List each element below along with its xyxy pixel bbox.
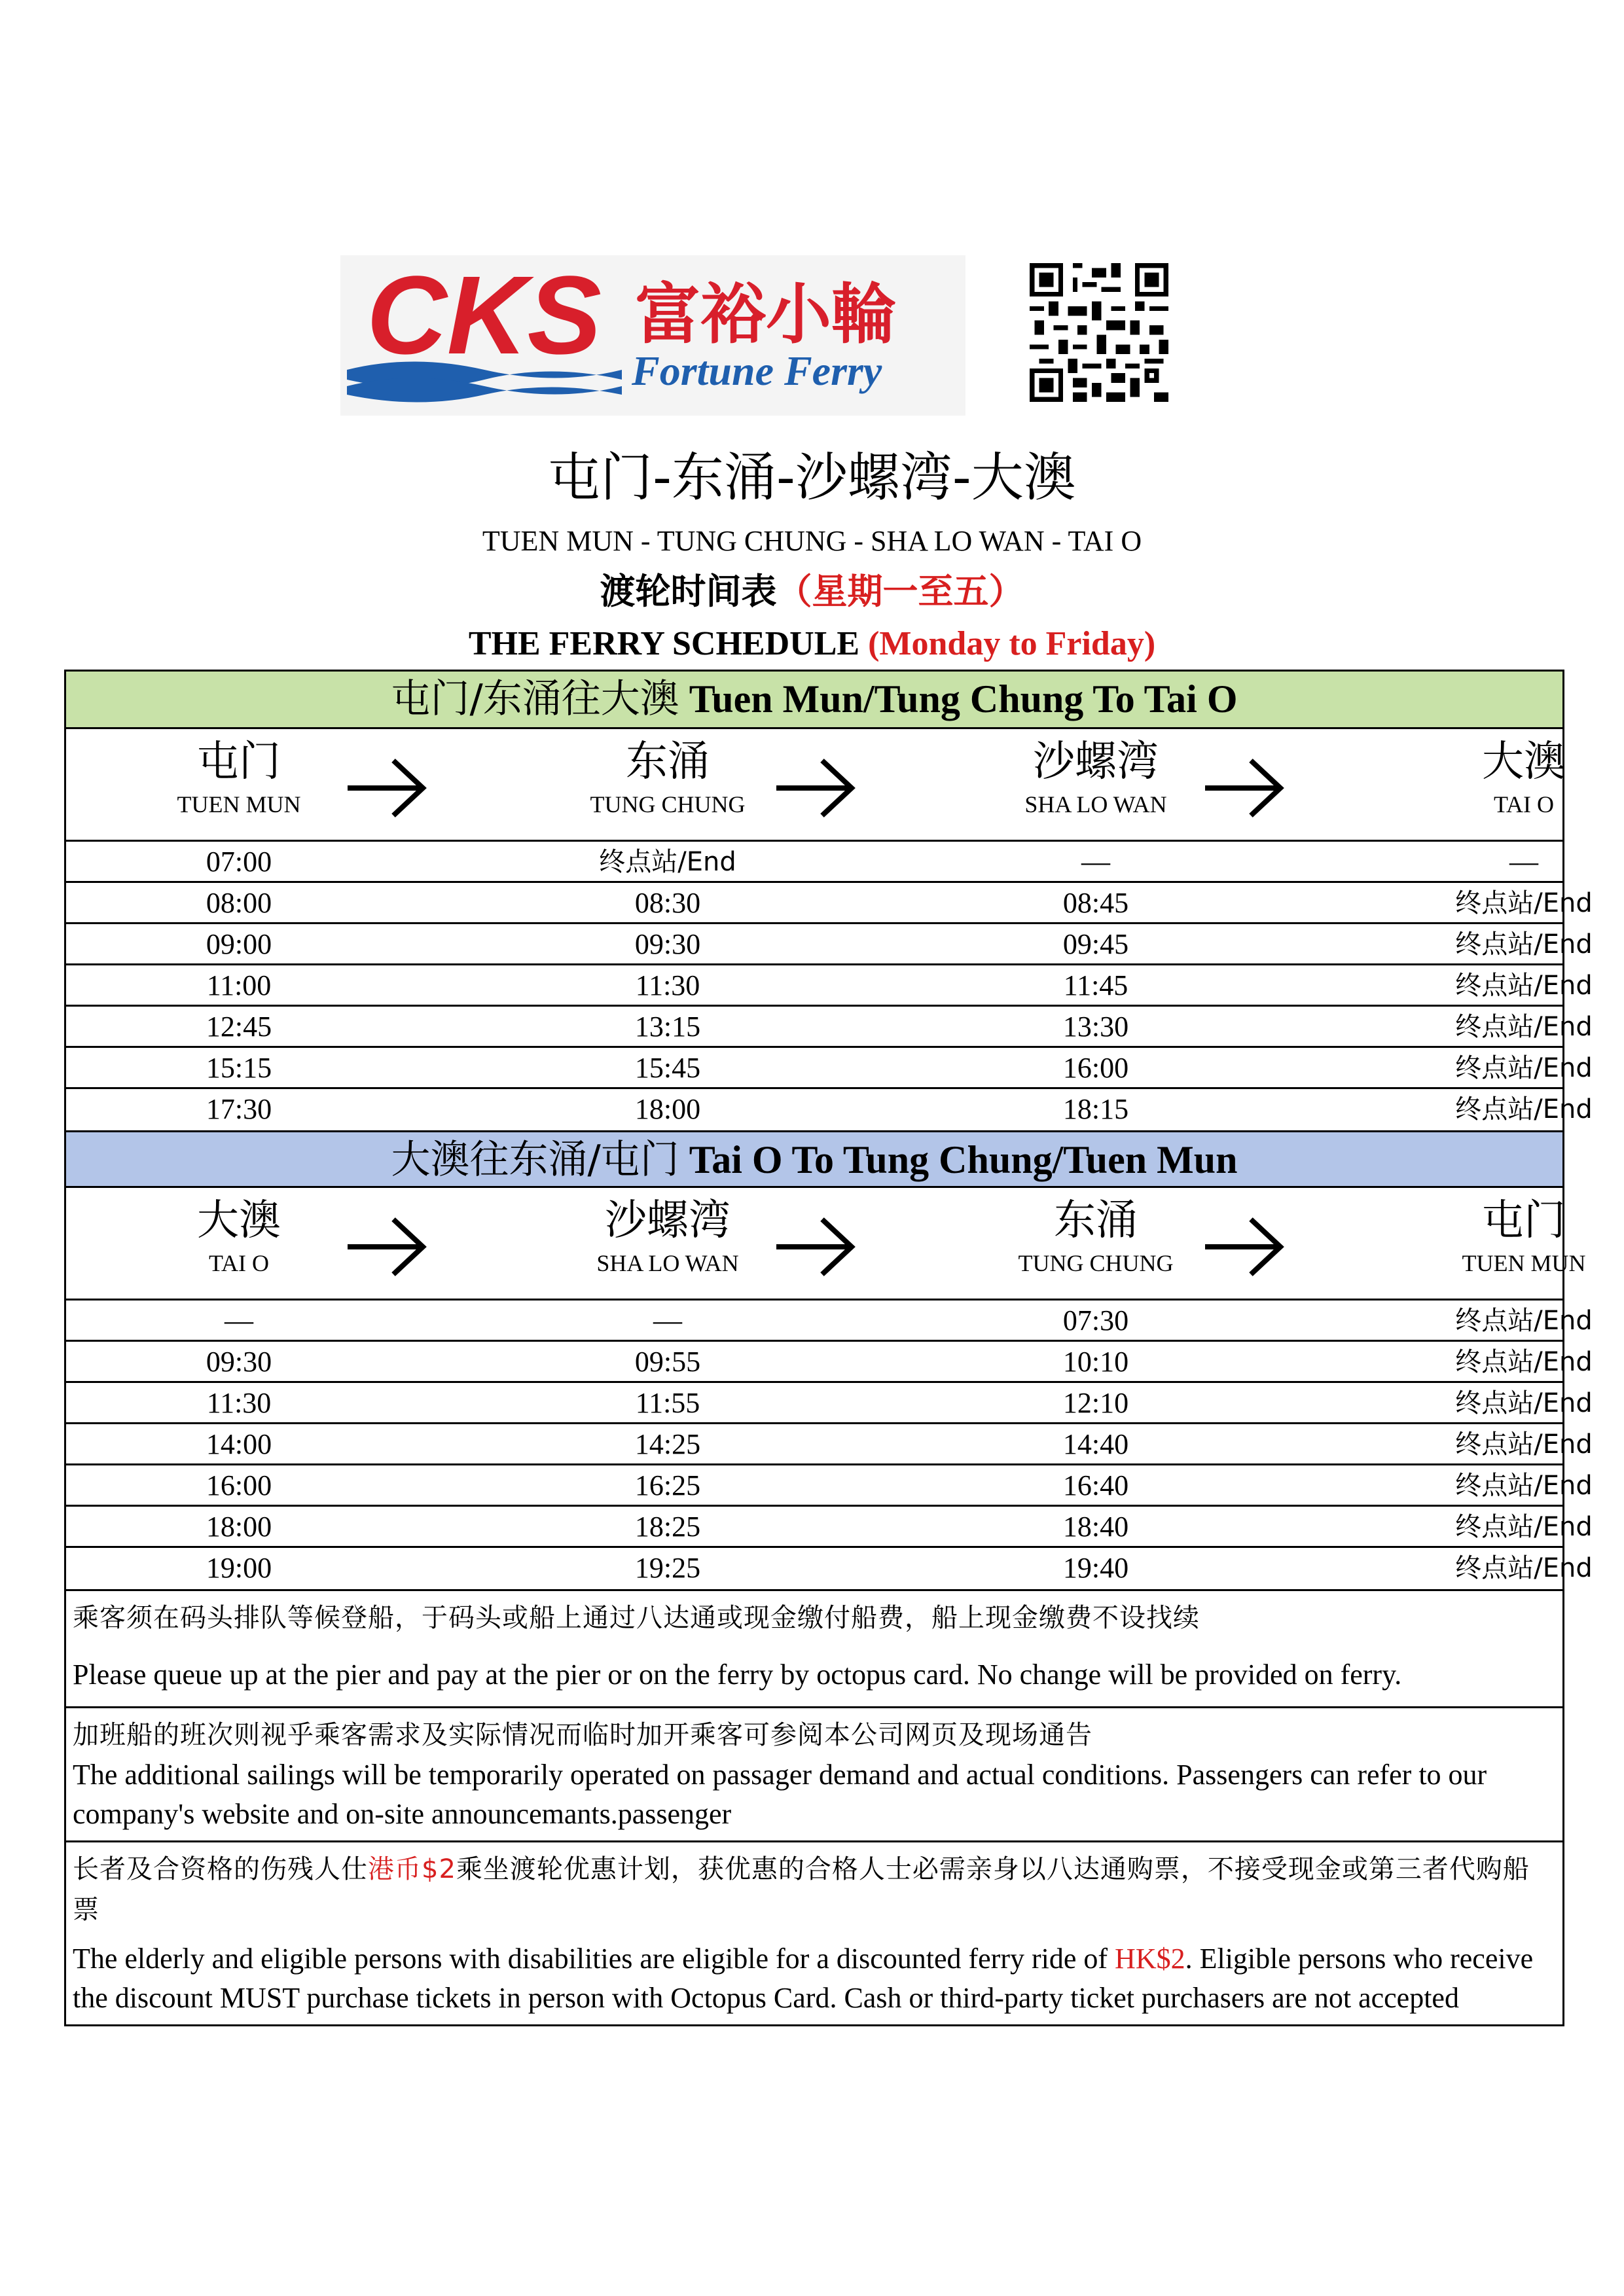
note-elderly-zh [73,1849,1555,1930]
stop-name-en: TAI O [1493,791,1555,817]
table-cell: 07:30 [1062,1304,1129,1336]
stop-name-zh: 屯门 [197,738,281,786]
logo-zh-text: 富裕小輪 [635,276,897,353]
table-cell: 09:30 [206,1346,272,1378]
stop-name-zh: 屯门 [1482,1196,1566,1245]
table-cell: 终点站/End [1455,1347,1593,1377]
stop-name-zh: 东涌 [1054,1196,1138,1245]
stop-name-en: TUNG CHUNG [590,791,746,817]
schedule-heading-zh [0,568,1624,615]
table-cell: 19:25 [634,1552,701,1584]
table-cell: 终点站/End [1455,888,1593,918]
inbound-stop-3 [965,1188,1227,1280]
table-cell: 终点站/End [1455,1512,1593,1542]
table-cell: 16:40 [1062,1469,1129,1501]
route-title-zh: 屯门-东涌-沙螺湾-大澳 [548,447,1076,508]
note-extra-sailings [66,1706,1562,1840]
table-cell: 14:00 [206,1428,272,1460]
inbound-rows [66,1300,1593,1589]
table-cell: 09:00 [206,928,272,960]
table-cell: 19:40 [1062,1552,1129,1584]
table-cell: 15:45 [634,1052,701,1084]
schedule-heading-en [0,622,1624,666]
note-elderly-en [73,1939,1555,2018]
note-elderly-zh-text: 长者及合资格的伤残人仕 [73,1854,368,1884]
table-cell: 终点站/End [1455,1094,1593,1124]
table-cell: 09:55 [634,1346,701,1378]
inbound-stop-2 [537,1188,799,1280]
note-elderly-zh-price: 港币$2 [368,1854,456,1884]
outbound-title-zh: 屯门/东涌往大澳 [391,676,679,722]
company-logo [340,255,965,416]
table-cell: 终点站/End [1455,1471,1593,1501]
table-cell: 终点站/End [1455,1012,1593,1042]
outbound-title-en: Tuen Mun/Tung Chung To Tai O [689,677,1238,721]
table-cell: — [225,1304,253,1336]
arrow-right-icon [773,1214,858,1280]
table-row [66,1007,1593,1048]
table-cell: 终点站/End [1455,1306,1593,1336]
stop-name-en: SHA LO WAN [1024,791,1167,817]
table-cell: — [1509,846,1538,878]
stop-name-en: TUEN MUN [177,791,301,817]
table-cell: 18:00 [634,1093,701,1125]
stop-name-zh: 沙螺湾 [1033,738,1159,786]
note-queue-zh: 乘客须在码头排队等候登船，于码头或船上通过八达通或现金缴付船费，船上现金缴费不设找续 [73,1603,1200,1633]
table-cell: 15:15 [206,1052,272,1084]
outbound-stops-header [66,729,1566,842]
table-cell: 终点站/End [1455,971,1593,1001]
table-row [66,1089,1593,1130]
table-cell: 终点站/End [1455,929,1593,960]
arrow-right-icon [344,1214,429,1280]
schedule-heading-zh-days: （星期一至五） [776,571,1024,612]
stop-name-zh: 大澳 [1482,738,1566,786]
table-cell: 19:00 [206,1552,272,1584]
stop-name-zh: 沙螺湾 [605,1196,731,1245]
table-cell: 18:15 [1062,1093,1129,1125]
note-queue-en: Please queue up at the pier and pay at the pier or on the ferry by octopus card. No change will be provided on ferry. [73,1659,1402,1691]
table-row [66,965,1593,1007]
table-row [66,924,1593,965]
schedule-table [64,670,1593,2026]
arrow-right-icon [1202,755,1287,821]
inbound-stop-1 [108,1188,370,1280]
table-cell: 11:45 [1063,969,1128,1001]
outbound-stop-3 [965,729,1227,821]
table-row [66,1548,1593,1589]
outbound-stop-4 [1393,729,1624,821]
stop-name-en: TUEN MUN [1462,1250,1586,1276]
qr-code-icon[interactable] [1021,263,1177,402]
table-cell: 14:25 [634,1428,701,1460]
table-cell: — [1081,846,1110,878]
note-elderly-en-text: The elderly and eligible persons with disabilities are eligible for a discounted ferry ride of [73,1943,1115,1975]
table-cell: 18:40 [1062,1511,1129,1543]
table-cell: 07:00 [206,846,272,878]
table-cell: 09:45 [1062,928,1129,960]
outbound-rows [66,842,1593,1130]
logo-en-text: Fortune Ferry [632,348,882,394]
inbound-title-zh: 大澳往东涌/屯门 [391,1137,679,1183]
table-cell: 10:10 [1062,1346,1129,1378]
inbound-stop-4 [1393,1188,1624,1280]
table-cell: — [653,1304,682,1336]
table-cell: 08:45 [1062,887,1129,919]
table-cell: 08:00 [206,887,272,919]
table-cell: 终点站/End [1455,1053,1593,1083]
schedule-heading-en-days: (Monday to Friday) [868,625,1156,662]
note-elderly-zh-text: 乘坐渡轮优惠计划，获优惠的合格人士必需亲身以八达通购票，不接受现金或第三者代购船票 [73,1854,1530,1925]
table-cell: 终点站/End [1455,1429,1593,1460]
arrow-right-icon [773,755,858,821]
table-row [66,1424,1593,1465]
stop-name-en: TAI O [208,1250,270,1276]
table-row [66,1342,1593,1383]
inbound-title-en: Tai O To Tung Chung/Tuen Mun [689,1138,1238,1181]
table-cell: 终点站/End [1455,1388,1593,1418]
route-title-en: TUEN MUN - TUNG CHUNG - SHA LO WAN - TAI O [482,525,1142,557]
outbound-stop-2 [537,729,799,821]
table-cell: 09:30 [634,928,701,960]
table-cell: 11:55 [635,1387,700,1419]
stop-name-zh: 东涌 [626,738,710,786]
note-extra-en: The additional sailings will be temporarily operated on passager demand and actual conditions. Passengers can refer to our company's website and on-site announcemants.passenger [73,1759,1487,1830]
note-queue [66,1589,1562,1706]
inbound-stops-header [66,1188,1586,1300]
schedule-heading-en-main: THE FERRY SCHEDULE [468,625,860,662]
note-elderly-discount [66,1840,1562,2024]
table-row [66,1465,1593,1507]
table-row [66,1048,1593,1089]
table-cell: 18:00 [206,1511,272,1543]
outbound-stop-1 [108,729,370,821]
table-row [66,842,1562,883]
arrow-right-icon [1202,1214,1287,1280]
table-row [66,1507,1593,1548]
logo-cks-text: CKS [367,255,602,378]
table-cell: 17:30 [206,1093,272,1125]
table-cell: 11:30 [635,969,700,1001]
table-cell: 终点站/End [599,847,736,877]
inbound-title-band [66,1130,1562,1188]
table-cell: 终点站/End [1455,1553,1593,1583]
table-row [66,883,1593,924]
outbound-title-band [66,672,1562,729]
stop-name-en: TUNG CHUNG [1018,1250,1174,1276]
table-cell: 11:00 [206,969,272,1001]
table-cell: 16:00 [1062,1052,1129,1084]
table-row [66,1300,1593,1342]
note-extra-zh: 加班船的班次则视乎乘客需求及实际情况而临时加开乘客可参阅本公司网页及现场通告 [73,1720,1092,1750]
table-cell: 12:10 [1062,1387,1129,1419]
table-row [66,1383,1593,1424]
table-cell: 12:45 [206,1011,272,1043]
stop-name-zh: 大澳 [197,1196,281,1245]
table-cell: 13:15 [634,1011,701,1043]
table-cell: 16:25 [634,1469,701,1501]
note-elderly-en-price: HK$2 [1115,1943,1185,1975]
schedule-heading-zh-main: 渡轮时间表 [600,571,777,612]
table-cell: 16:00 [206,1469,272,1501]
note-elderly-en-text: . Eligible persons who receive the discount MUST purchase tickets in person with Octopus Card. Cash or third-party ticket purchasers are not accepted [73,1943,1534,2014]
table-cell: 08:30 [634,887,701,919]
stop-name-en: SHA LO WAN [596,1250,739,1276]
arrow-right-icon [344,755,429,821]
table-cell: 13:30 [1062,1011,1129,1043]
table-cell: 11:30 [206,1387,272,1419]
table-cell: 14:40 [1062,1428,1129,1460]
table-cell: 18:25 [634,1511,701,1543]
